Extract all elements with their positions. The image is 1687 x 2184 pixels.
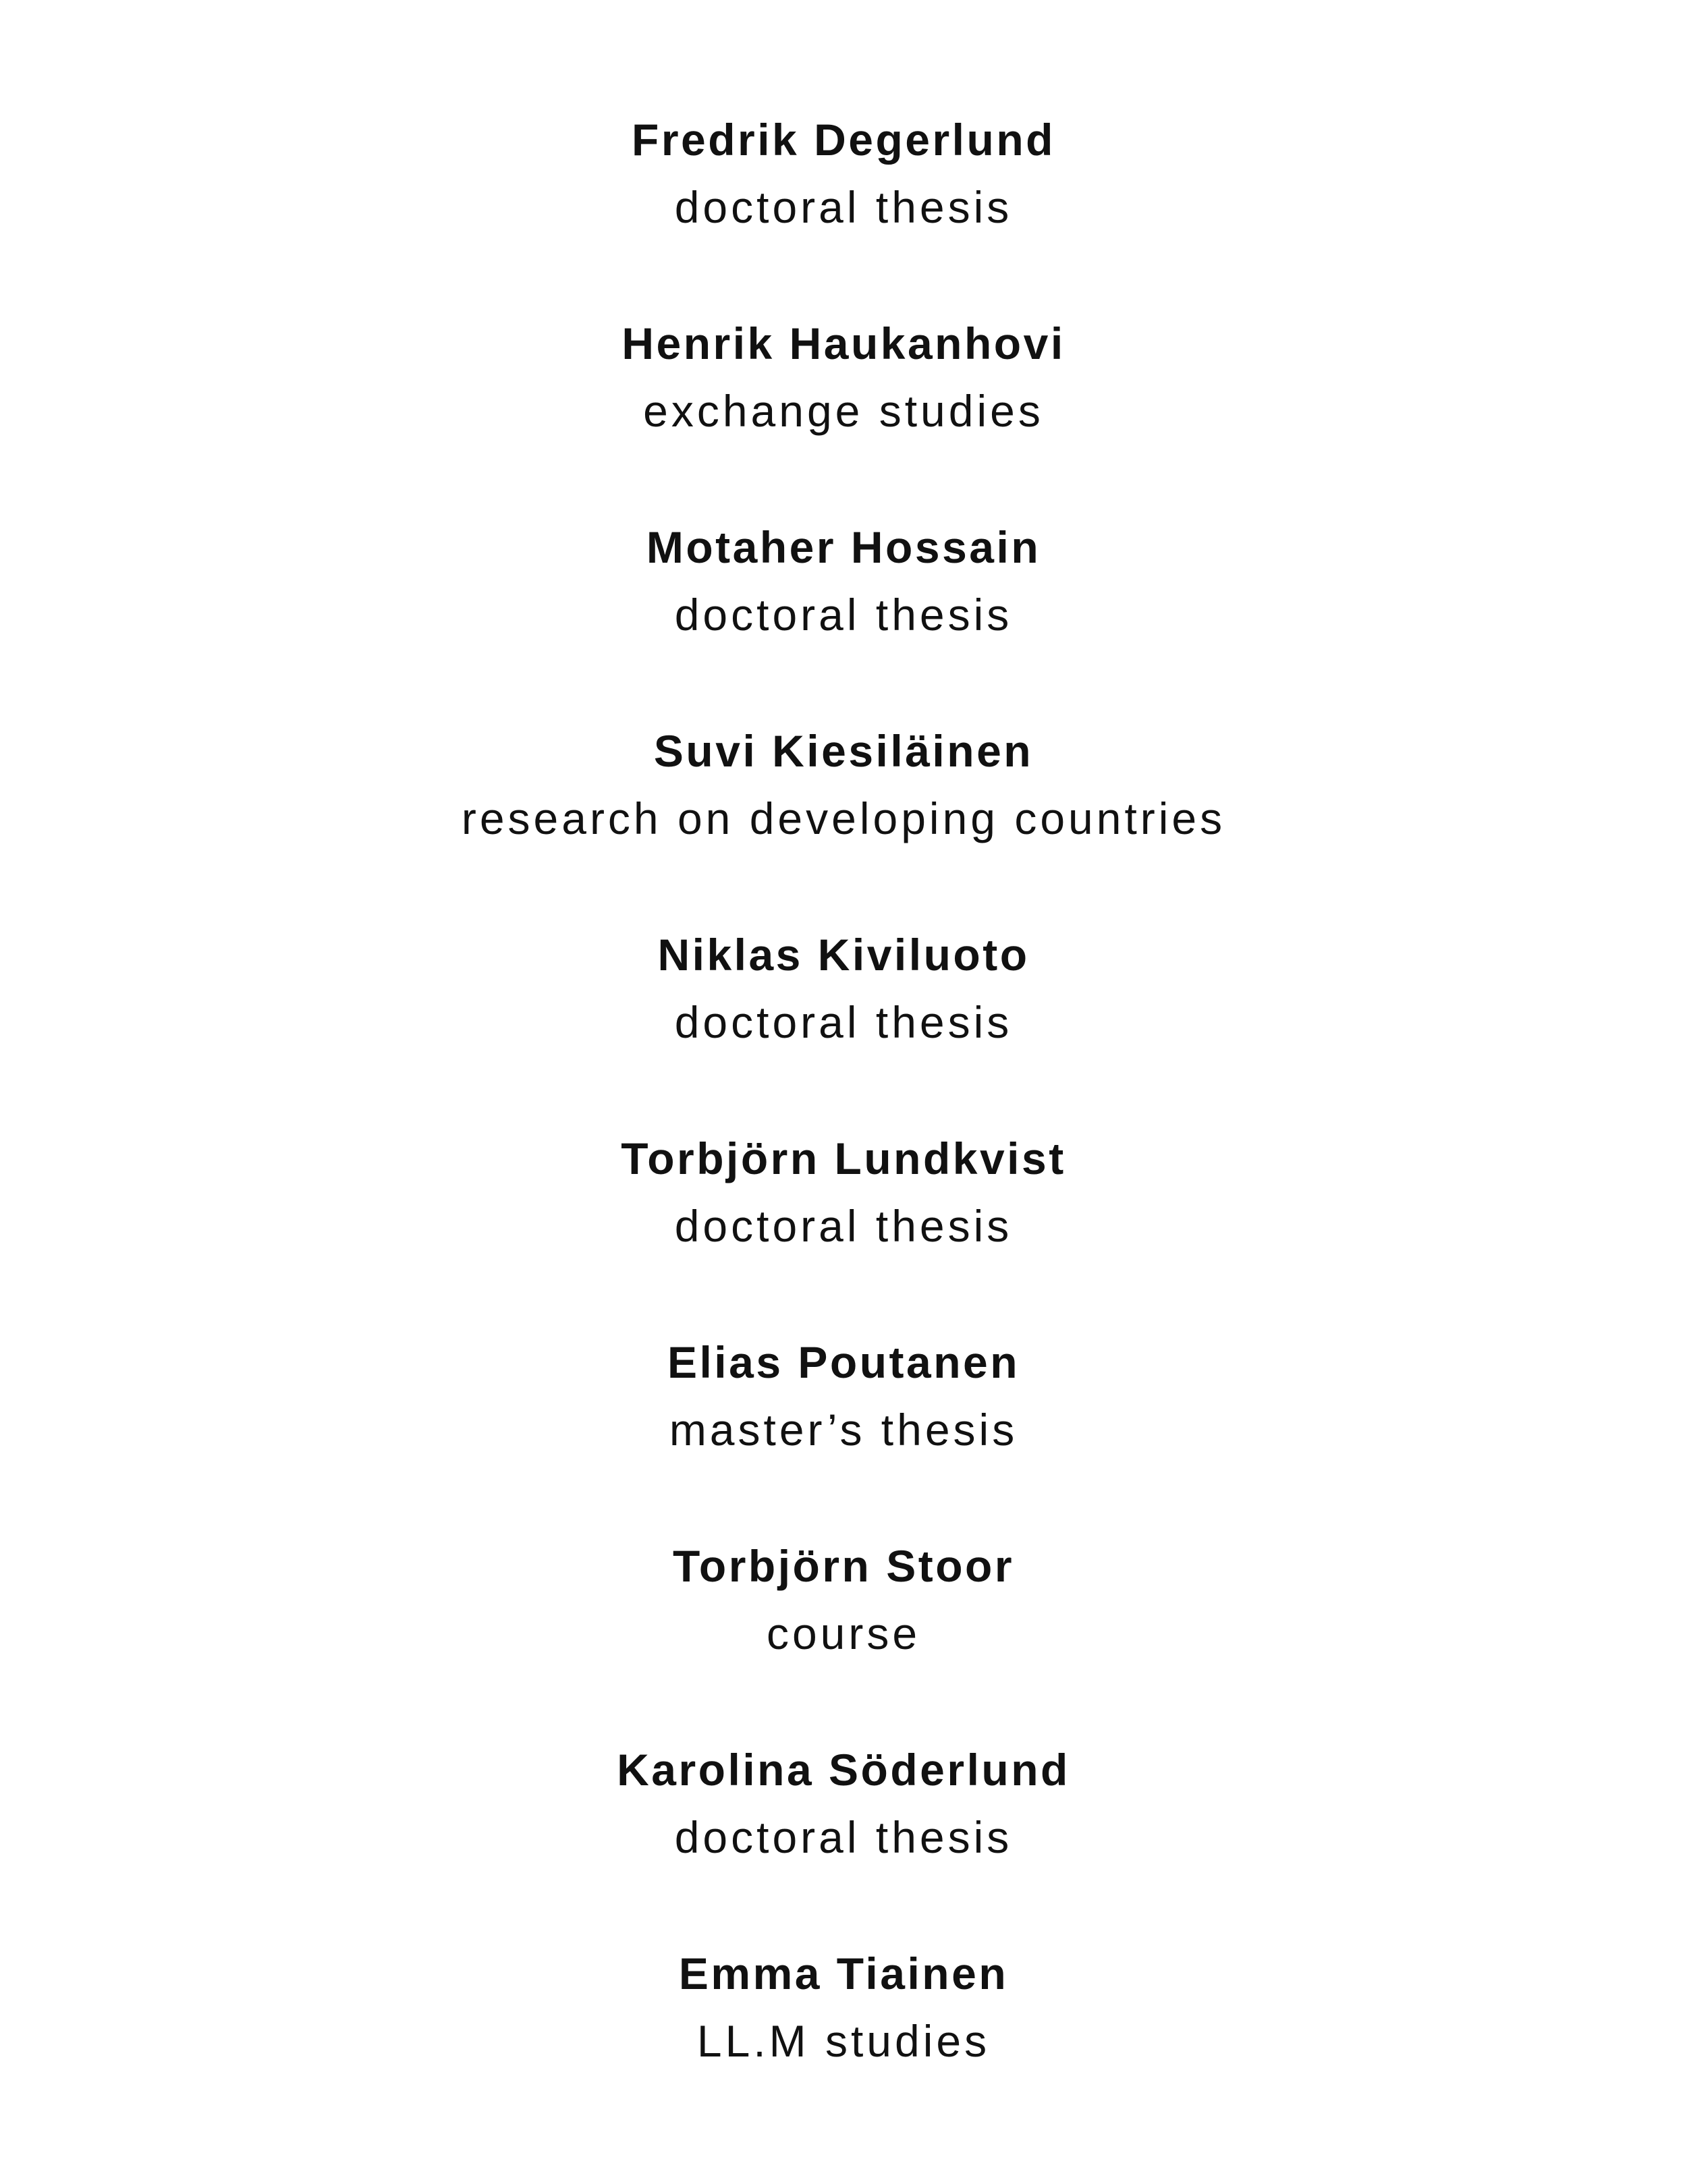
activity-description: research on developing countries <box>461 793 1226 843</box>
person-name: Henrik Haukanhovi <box>621 318 1066 368</box>
activity-description: doctoral thesis <box>674 590 1013 640</box>
person-name: Karolina Söderlund <box>617 1745 1070 1795</box>
person-name: Torbjörn Lundkvist <box>621 1133 1066 1183</box>
activity-description: doctoral thesis <box>674 997 1013 1047</box>
person-name: Motaher Hossain <box>646 522 1041 572</box>
activity-description: doctoral thesis <box>674 1812 1013 1862</box>
activity-description: LL.M studies <box>696 2016 991 2066</box>
activity-description: master’s thesis <box>669 1405 1018 1455</box>
person-name: Fredrik Degerlund <box>632 115 1055 165</box>
person-name: Emma Tiainen <box>678 1949 1009 1998</box>
person-name: Elias Poutanen <box>667 1337 1020 1387</box>
activity-description: doctoral thesis <box>674 182 1013 232</box>
person-name: Suvi Kiesiläinen <box>653 726 1034 776</box>
activity-description: doctoral thesis <box>674 1201 1013 1251</box>
activity-description: exchange studies <box>643 386 1044 436</box>
person-name: Niklas Kiviluoto <box>657 930 1030 980</box>
activity-description: course <box>766 1608 921 1658</box>
person-name: Torbjörn Stoor <box>672 1541 1015 1591</box>
